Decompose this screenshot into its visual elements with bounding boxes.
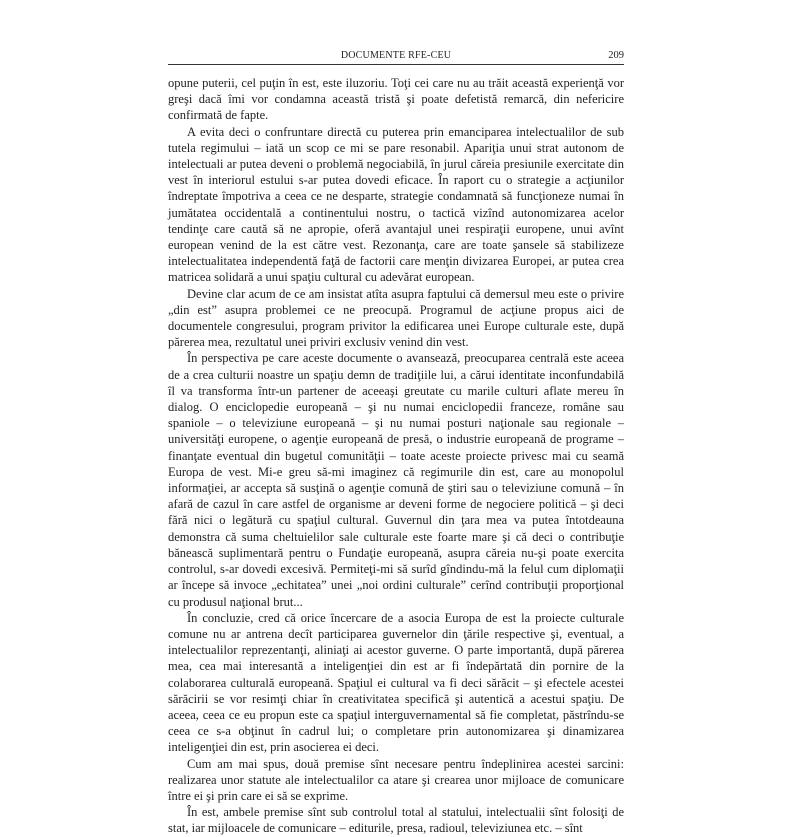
paragraph-1: opune puterii, cel puţin în est, este iluzoriu. Toţi cei care nu au trăit această experienţă vor greşi dacă îmi vor condamna această tristă şi poate defetistă remarcă, din nefericire confirmată de fapte.	[168, 76, 624, 123]
paragraph-2: A evita deci o confruntare directă cu puterea prin emanciparea intelectualilor de sub tutela regimului – iată un scop ce mi se pare resonabil. Apariţia unui strat autonom de intelectuali ar putea deveni o problemă negociabilă, în jurul căreia presiunile exercitate din vest în interiorul estului s-ar putea dovedi eficace. În raport cu o strategie a acţiunilor îndreptate împotriva a ceea ce ne desparte, strategie condamnată să funcţioneze numai în jumătatea occidentală a continentului nostru, o tactică vizînd autonomizarea acelor tendinţe care caută să ne apropie, oferă avantajul unei respiraţii europene, unui avînt european venind de la est către vest. Rezonanţa, care are toate şansele să stabilizeze intelectualitatea independentă faţă de factorii care menţin divizarea Europei, ar putea crea matricea solidară a unui spaţiu cultural cu adevărat european.	[168, 124, 624, 285]
paragraph-7: În est, ambele premise sînt sub controlul total al statului, intelectualii sînt folosiţi de stat, iar mijloacele de comunicare – editurile, presa, radioul, televiziunea etc. – sînt	[168, 805, 624, 836]
paragraph-4: În perspectiva pe care aceste documente o avansează, preocuparea centrală este aceea de a crea culturii noastre un spaţiu demn de tradiţiile lui, a cărui identitate inconfundabilă îl va transforma într-un partener de aceeaşi greutate cu marile culturi aflate mereu în dialog. O enciclopedie europeană – şi nu numai enciclopedii franceze, române sau spaniole – o televiziune europeană – şi nu numai posturi naţionale sau regionale – universităţi europene, o agenţie europeană de presă, o industrie europeană de programe – finanţate eventual din bugetul comunităţii – toate aceste proiecte privesc mai cu seamă Europa de vest. Mi-e greu să-mi imaginez că regimurile din est, care au monopolul informaţiei, ar accepta să susţină o agenţie comună de ştiri sau o televiziune comună – în afară de cazul în care astfel de organisme ar deveni forme de negociere politică – şi deci fără nici o legătură cu spaţiul cultural. Guvernul din ţara mea va putea întotdeauna demonstra că suma cheltuielilor sale culturale este foarte mare şi că deci o contribuţie bănească suplimentară pentru o Fundaţie europeană, asupra căreia nu-şi poate exercita controlul, s-ar dovedi excesivă. Permiteţi-mi să surîd gîndindu-mă la felul cum diplomaţii ar începe să invoce „echitatea” unei „noi ordini culturale” cerînd contribuţii proporţional cu produsul naţional brut...	[168, 351, 624, 609]
body-text	[168, 75, 624, 837]
page-number: 209	[608, 50, 624, 61]
running-header	[168, 50, 624, 65]
paragraph-3: Devine clar acum de ce am insistat atîta asupra faptului că demersul meu este o privire „din est” asupra problemei ce ne preocupă. Programul de acţiune propus aici de documentele congresului, program privitor la edificarea unei Europe culturale este, după părerea mea, rezultatul unei priviri exclusiv venind din vest.	[168, 286, 624, 350]
paragraph-6: Cum am mai spus, două premise sînt necesare pentru îndeplinirea acestei sarcini: realizarea unor statute ale intelectualilor ca atare şi crearea unor mijloace de comunicare între ei şi prin care ei să se exprime.	[168, 756, 624, 803]
paragraph-5: În concluzie, cred că orice încercare de a asocia Europa de est la proiecte culturale comune nu ar antrena decît participarea guvernelor din ţările respective şi, eventual, a intelectualilor reprezentanţi, aliniaţi ai acestor guverne. O parte importantă, după părerea mea, cea mai interesantă a inteligenţiei din est ar fi îndepărtată din pornire de la colaborarea culturală europeană. Spaţiul ei cultural va fi deci sărăcit – şi efectele acestei sărăcirii se vor resimţi chiar în creativitatea specifică şi autentică a acestui spaţiu. De aceea, ceea ce eu propun este ca spaţiul interguvernamental să fie completat, păstrîndu-se ceea ce s-a obţinut în cadrul lui; o completare prin autonomizarea şi dinamizarea inteligenţiei din est, prin asocierea ei deci.	[168, 610, 624, 755]
running-title: DOCUMENTE RFE-CEU	[340, 50, 452, 61]
